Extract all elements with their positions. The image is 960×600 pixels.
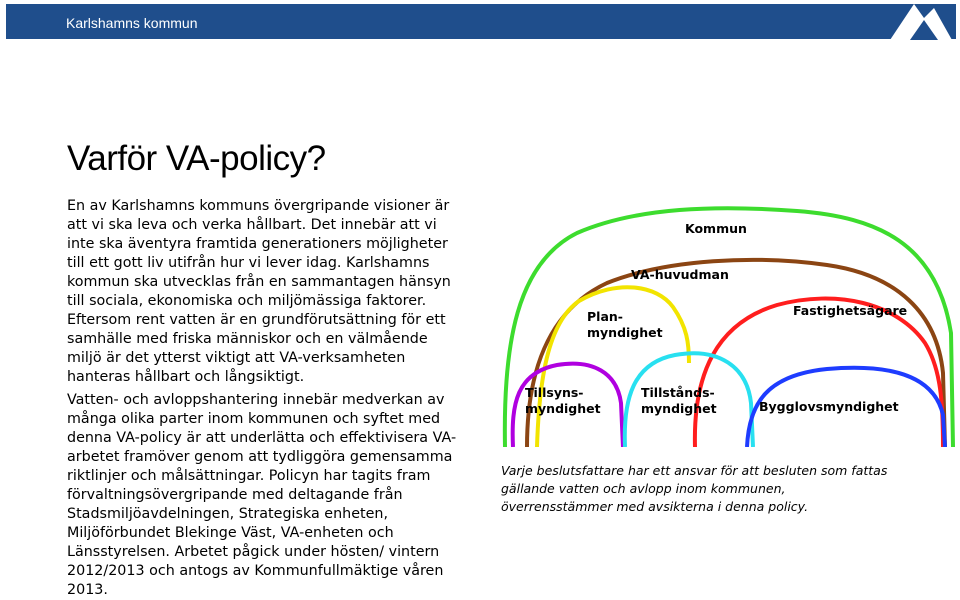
header-bar [6, 4, 956, 39]
label-plan-2: myndighet [587, 325, 663, 340]
label-tillsyn-1: Tillsyns- [525, 385, 584, 400]
arc-fastighetsagare [695, 299, 943, 447]
label-plan-1: Plan- [587, 309, 623, 324]
responsibility-diagram [497, 203, 957, 447]
label-va-huvudman: VA-huvudman [631, 267, 729, 282]
label-tillsyn-2: myndighet [525, 401, 601, 416]
label-fastighetsagare: Fastighetsägare [793, 303, 908, 318]
header-title: Karlshamns kommun [66, 15, 198, 31]
diagram-caption: Varje beslutsfattare har ett ansvar för att besluten som fattas gällande vatten och avlopp inom kommunen, överrensstämmer med avsikterna i denna policy. [501, 463, 888, 514]
slide-title: Varför VA-policy? [67, 139, 326, 178]
label-tillstand-2: myndighet [641, 401, 717, 416]
label-bygglov: Bygglovsmyndighet [759, 399, 899, 414]
paragraph-purpose: Vatten- och avloppshantering innebär medverkan av många olika parter inom kommunen och syftet med denna VA-policy är att underlätta och effektivisera VA-arbetet framöver genom att tydliggöra gemensamma riktlinjer och målsättningar. Policyn har tagits fram förvaltningsövergripande med deltagande från Stadsmiljöavdelningen, Strategiska enheten, Miljöförbundet Blekinge Väst, VA-enheten och Länsstyrelsen. Arbetet pågick under hösten/ vintern 2012/2013 och antogs av Kommunfullmäktige våren 2013. [67, 392, 457, 598]
karlshamn-crest-icon [890, 4, 952, 40]
arc-va-huvudman [527, 260, 945, 447]
label-tillstand-1: Tillstånds- [641, 385, 715, 400]
paragraph-vision: En av Karlshamns kommuns övergripande visioner är att vi ska leva och verka hållbart. Det innebär att vi inte ska äventyra framtida generationers möjligheter till ett gott liv utifrån hur vi lever idag. Karlshamns kommun ska utvecklas från en sammantagen hänsyn till sociala, ekonomiska och miljömässiga faktorer. Eftersom rent vatten är en grundförutsättning för ett samhälle med friska människor och en välmående miljö är det ytterst viktigt att VA-verksamheten hanteras hållbart och långsiktigt. [67, 198, 451, 385]
label-kommun: Kommun [685, 221, 747, 236]
